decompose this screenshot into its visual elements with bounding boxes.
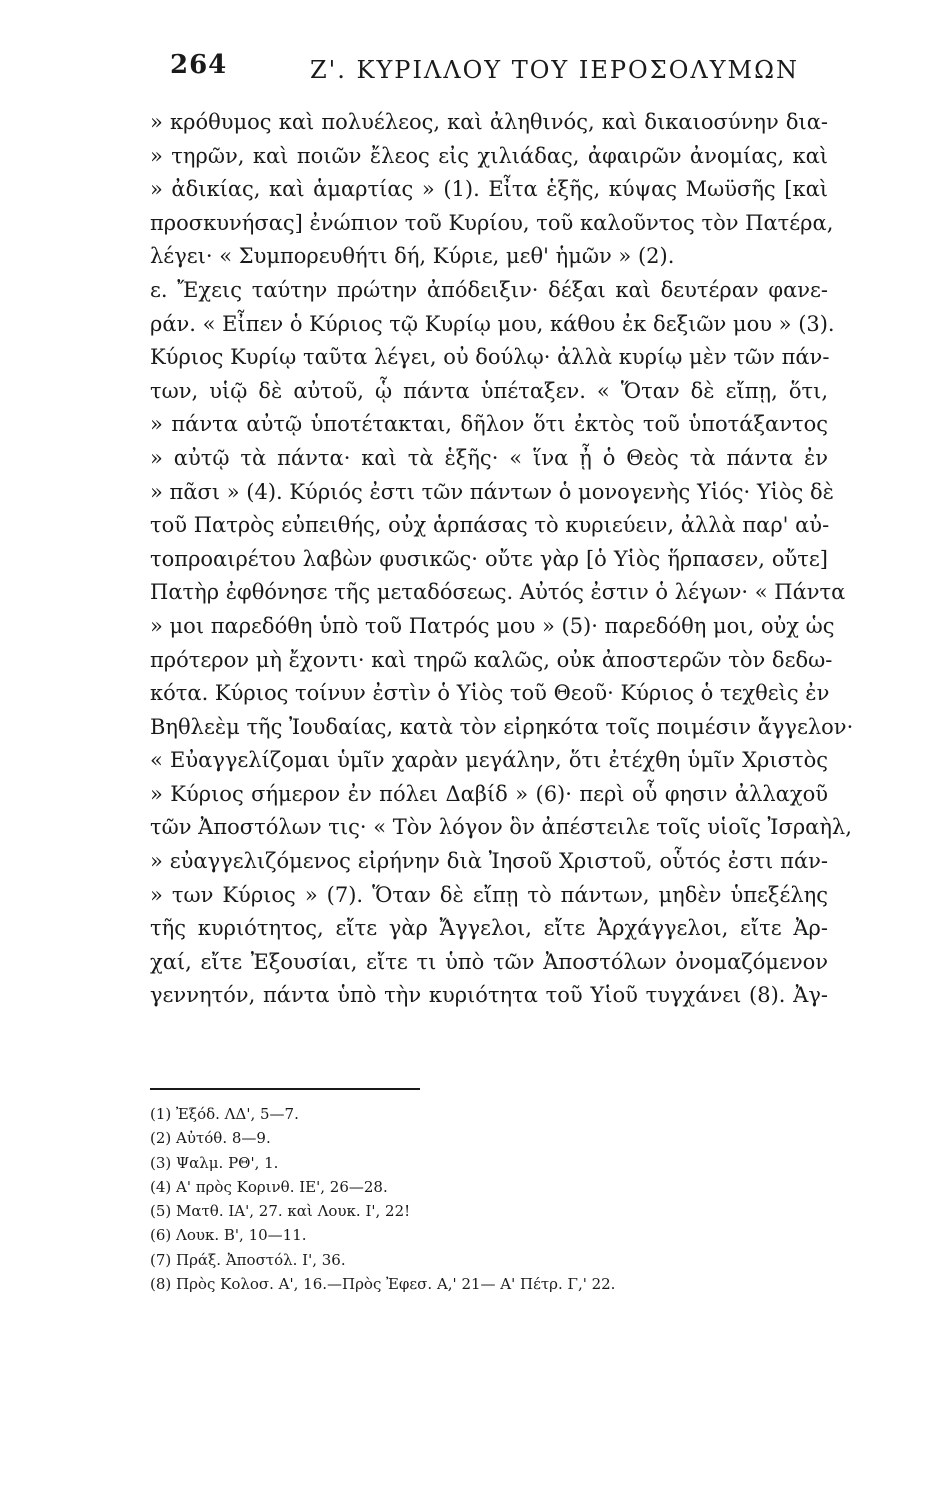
body-text xyxy=(150,106,854,1013)
text-line: προσκυνήσας] ἐνώπιον τοῦ Κυρίου, τοῦ καλοῦντος τὸν Πατέρα, xyxy=(150,210,834,235)
text-line: τοῦ Πατρὸς εὐπειθής, οὐχ ἁρπάσας τὸ κυριεύειν, ἀλλὰ παρ' αὐ- xyxy=(150,513,830,538)
text-line: χαί, εἴτε Ἐξουσίαι, εἴτε τι ὑπὸ τῶν Ἀποστόλων ὀνομαζόμενον xyxy=(150,949,828,974)
text-line: κότα. Κύριος τοίνυν ἐστὶν ὁ Υἱὸς τοῦ Θεοῦ· Κύριος ὁ τεχθεὶς ἐν xyxy=(150,681,830,706)
text-line: Πατὴρ ἐφθόνησε τῆς μεταδόσεως. Αὐτός ἐστιν ὁ λέγων· « Πάντα xyxy=(150,580,846,605)
text-line: » μοι παρεδόθη ὑπὸ τοῦ Πατρός μου » (5)· παρεδόθη μοι, οὐχ ὡς xyxy=(150,613,835,638)
text-line: τοπροαιρέτου λαβὼν φυσικῶς· οὔτε γὰρ [ὁ Υἱὸς ἥρπασεν, οὔτε] xyxy=(150,546,828,571)
footnote: (4) Α' πρὸς Κορινθ. ΙΕ', 26—28. xyxy=(150,1177,388,1196)
text-line: πρότερον μὴ ἔχοντι· καὶ τηρῶ καλῶς, οὐκ ἀποστερῶν τὸν δεδω- xyxy=(150,647,833,672)
text-line: » πάντα αὐτῷ ὑποτέτακται, δῆλον ὅτι ἐκτὸς τοῦ ὑποτάξαντος xyxy=(150,412,828,437)
text-line: » αὐτῷ τὰ πάντα· καὶ τὰ ἑξῆς· « ἵνα ᾖ ὁ Θεὸς τὰ πάντα ἐν xyxy=(150,445,828,470)
footnote: (5) Ματθ. ΙΑ', 27. καὶ Λουκ. Ι', 22! xyxy=(150,1202,411,1221)
text-line: » των Κύριος » (7). Ὅταν δὲ εἴπῃ τὸ πάντων, μηδὲν ὑπεξέλης xyxy=(150,882,828,907)
text-line: » τηρῶν, καὶ ποιῶν ἔλεος εἰς χιλιάδας, ἀφαιρῶν ἀνομίας, καὶ xyxy=(150,143,828,168)
footnote: (2) Αὐτόθ. 8—9. xyxy=(150,1129,271,1148)
text-line: λέγει· « Συμπορευθήτι δή, Κύριε, μεθ' ἡμῶν » (2). xyxy=(150,244,675,269)
text-line: τῶν Ἀποστόλων τις· « Τὸν λόγον ὃν ἀπέστειλε τοῖς υἱοῖς Ἰσραὴλ, xyxy=(150,815,852,840)
text-line: » Κύριος σήμερον ἐν πόλει Δαβίδ » (6)· περὶ οὗ φησιν ἀλλαχοῦ xyxy=(150,781,828,806)
running-head: Ζ'. ΚΥΡΙΛΛΟΥ ΤΟΥ ΙΕΡΟΣΟΛΥΜΩΝ xyxy=(310,56,800,84)
text-line: » πᾶσι » (4). Κύριός ἐστι τῶν πάντων ὁ μονογενὴς Υἱός· Υἱὸς δὲ xyxy=(150,479,834,504)
text-line: τῆς κυριότητος, εἴτε γὰρ Ἄγγελοι, εἴτε Ἀρχάγγελοι, εἴτε Ἀρ- xyxy=(150,916,828,941)
footnotes xyxy=(150,1102,710,1296)
footnote: (1) Ἐξόδ. ΛΔ', 5—7. xyxy=(150,1105,299,1123)
text-line: Κύριος Κυρίῳ ταῦτα λέγει, οὐ δούλῳ· ἀλλὰ κυρίῳ μὲν τῶν πάν- xyxy=(150,345,830,370)
page-header xyxy=(170,46,820,96)
text-line: των, υἱῷ δὲ αὐτοῦ, ᾧ πάντα ὑπέταξεν. « Ὅταν δὲ εἴπῃ, ὅτι, xyxy=(150,378,828,403)
page-number: 264 xyxy=(170,50,228,80)
text-line: » εὐαγγελιζόμενος εἰρήνην διὰ Ἰησοῦ Χριστοῦ, οὗτός ἐστι πάν- xyxy=(150,849,828,874)
footnote-divider xyxy=(150,1088,420,1090)
text-line: » κρόθυμος καὶ πολυέλεος, καὶ ἀληθινός, καὶ δικαιοσύνην δια- xyxy=(150,110,828,134)
footnote: (3) Ψαλμ. ΡΘ', 1. xyxy=(150,1153,279,1172)
text-line: » ἀδικίας, καὶ ἁμαρτίας » (1). Εἶτα ἑξῆς, κύψας Μωϋσῆς [καὶ xyxy=(150,177,828,202)
text-line: ε. Ἔχεις ταύτην πρώτην ἀπόδειξιν· δέξαι καὶ δευτέραν φανε- xyxy=(150,277,828,302)
footnote: (6) Λουκ. Β', 10—11. xyxy=(150,1226,307,1245)
text-line: « Εὐαγγελίζομαι ὑμῖν χαρὰν μεγάλην, ὅτι ἐτέχθη ὑμῖν Χριστὸς xyxy=(150,748,828,773)
footnote: (7) Πράξ. Ἀποστόλ. Ι', 36. xyxy=(150,1250,346,1269)
text-line: Βηθλεὲμ τῆς Ἰουδαίας, κατὰ τὸν εἰρηκότα τοῖς ποιμέσιν ἄγγελον· xyxy=(150,714,854,739)
text-line: γεννητόν, πάντα ὑπὸ τὴν κυριότητα τοῦ Υἱοῦ τυγχάνει (8). Ἀγ- xyxy=(150,983,828,1008)
footnote: (8) Πρὸς Κολοσ. Α', 16.—Πρὸς Ἐφεσ. Α,' 21— Α' Πέτρ. Γ,' 22. xyxy=(150,1275,616,1294)
text-line: ράν. « Εἶπεν ὁ Κύριος τῷ Κυρίῳ μου, κάθου ἐκ δεξιῶν μου » (3). xyxy=(150,311,835,336)
